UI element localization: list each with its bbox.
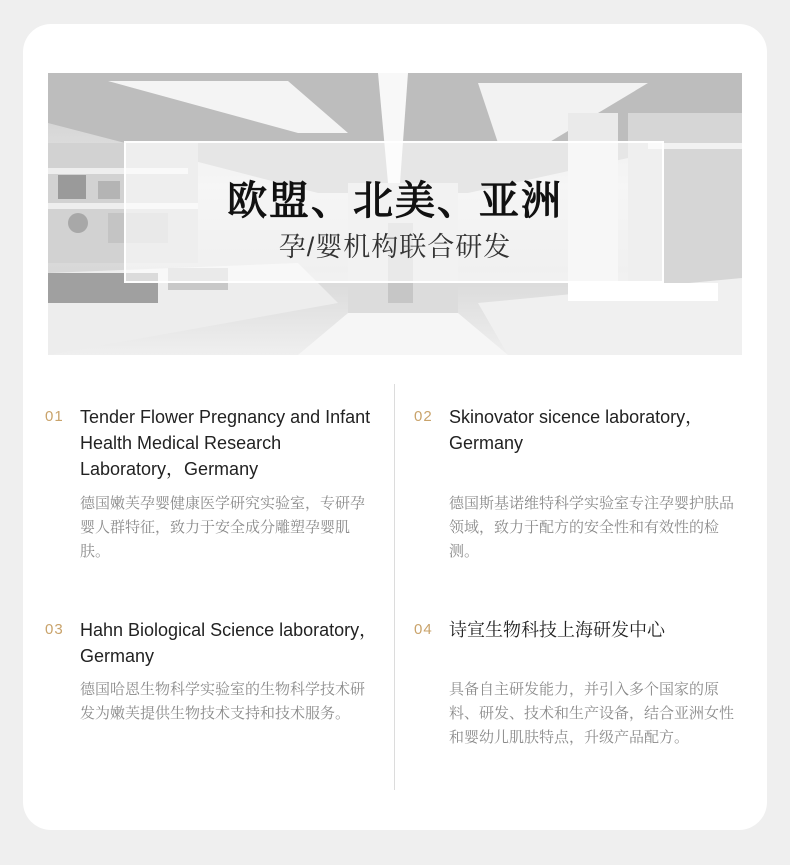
item-title: Tender Flower Pregnancy and Infant Health Medical Research Laboratory，Germany [80, 407, 371, 479]
item-description: 德国嫩芙孕婴健康医学研究实验室，专研孕婴人群特征，致力于安全成分雕塑孕婴肌肤。 [80, 495, 366, 560]
item-description: 德国斯基诺维特科学实验室专注孕婴护肤品领域，致力于配方的安全性和有效性的检测。 [449, 495, 735, 560]
item-description: 具备自主研发能力，并引入多个国家的原料、研发、技术和生产设备，结合亚洲女性和婴幼儿肌肤特点，升级产品配方。 [449, 681, 735, 746]
item-title: 诗宣生物科技上海研发中心 [449, 620, 665, 640]
item-number: 02 [414, 408, 433, 425]
item-number: 01 [45, 408, 64, 425]
item-title: Skinovator sicence laboratory，Germany [449, 407, 704, 453]
hero-subtitle: 孕/婴机构联合研发 [278, 232, 512, 262]
item-title: Hahn Biological Science laboratory，Germany [80, 620, 378, 666]
item-description: 德国哈恩生物科学实验室的生物科学技术研发为嫩芙提供生物技术支持和技术服务。 [80, 681, 366, 722]
hero-title: 欧盟、北美、亚洲 [227, 179, 563, 223]
hero-banner [48, 73, 742, 355]
item-number: 03 [45, 621, 64, 638]
item-number: 04 [414, 621, 433, 638]
column-divider [394, 384, 395, 790]
content-card [23, 24, 767, 830]
